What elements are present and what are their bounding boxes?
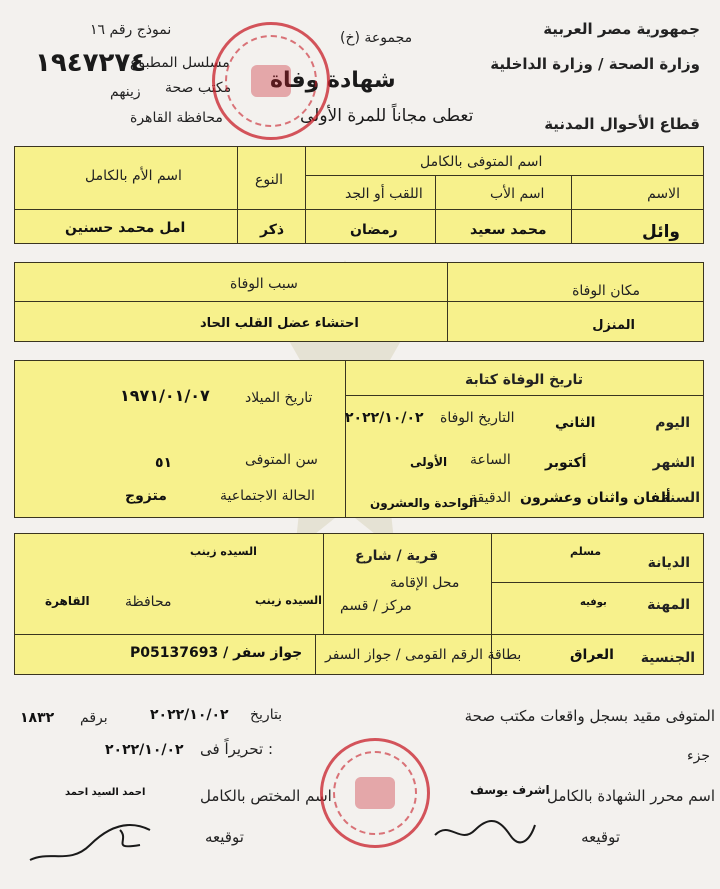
surname-value: رمضان bbox=[350, 222, 398, 238]
surname-label: اللقب أو الجد bbox=[345, 186, 423, 202]
birth-label: تاريخ الميلاد bbox=[245, 390, 313, 406]
id-label: بطاقة الرقم القومى / جواز السفر bbox=[325, 647, 522, 663]
number-value: ١٨٣٢ bbox=[20, 710, 55, 726]
death-date-value: ٢٠٢٢/١٠/٠٢ bbox=[345, 410, 424, 426]
place-label: مكان الوفاة bbox=[572, 283, 640, 299]
father-value: محمد سعيد bbox=[470, 222, 547, 238]
death-date-label: التاريخ الوفاة bbox=[440, 410, 515, 426]
father-label: اسم الأب bbox=[490, 186, 545, 202]
dated-value: ٢٠٢٢/١٠/٠٢ bbox=[150, 707, 229, 723]
gender-label: النوع bbox=[255, 172, 283, 188]
office-value: زينهم bbox=[110, 84, 141, 100]
village-label: قرية / شارع bbox=[355, 548, 439, 564]
name-label: الاسم bbox=[647, 186, 680, 202]
village-value: السيده زينب bbox=[190, 545, 257, 558]
age-value: ٥١ bbox=[155, 455, 173, 471]
gov-value: القاهرة bbox=[45, 594, 90, 608]
id-value: P05137693 / جواز سفر bbox=[130, 645, 303, 661]
death-date-written-label: تاريخ الوفاة كتابة bbox=[465, 372, 584, 388]
signature2-label: توقيعه bbox=[205, 828, 244, 846]
name-value: وائل bbox=[642, 222, 680, 242]
written-label: تحريراً فى : bbox=[200, 740, 274, 758]
birth-value: ١٩٧١/٠١/٠٧ bbox=[120, 386, 210, 405]
residence-label: محل الإقامة bbox=[390, 575, 460, 591]
number-label: برقم bbox=[80, 710, 108, 726]
marital-label: الحالة الاجتماعية bbox=[220, 488, 315, 504]
mother-value: امل محمد حسنين bbox=[65, 220, 186, 236]
certificate-title: شهادة وفاة bbox=[270, 68, 396, 93]
ministry-name: وزارة الصحة / وزارة الداخلية bbox=[490, 55, 700, 73]
serial-label: مسلسل المطبوع bbox=[130, 55, 230, 71]
writer-value: اشرف يوسف bbox=[470, 783, 550, 797]
full-name-label: اسم المتوفى بالكامل bbox=[420, 154, 543, 170]
official-value: احمد السيد احمد bbox=[65, 787, 146, 798]
year-value: ألفان واثنان وعشرون bbox=[520, 490, 671, 506]
dated-label: بتاريخ bbox=[250, 707, 283, 723]
signature-label: توقيعه bbox=[581, 828, 620, 846]
cause-label: سبب الوفاة bbox=[230, 276, 298, 292]
day-value: الثاني bbox=[555, 415, 596, 431]
certificate-subtitle: تعطى مجاناً للمرة الأولى bbox=[300, 106, 474, 126]
sector-name: قطاع الأحوال المدنية bbox=[544, 115, 700, 133]
mother-label: اسم الأم بالكامل bbox=[85, 168, 182, 184]
official-signature bbox=[20, 810, 170, 870]
month-value: أكتوبر bbox=[545, 455, 587, 471]
written-value: ٢٠٢٢/١٠/٠٢ bbox=[105, 742, 184, 758]
day-label: اليوم bbox=[655, 415, 690, 431]
group-label: مجموعة (خ) bbox=[340, 30, 413, 46]
job-label: المهنة bbox=[647, 597, 690, 613]
district-value: السيده زينب bbox=[255, 594, 322, 607]
official-stamp-bottom bbox=[320, 738, 430, 848]
serial-value: ١٩٤٧٢٧٤ bbox=[35, 48, 147, 78]
nationality-label: الجنسية bbox=[640, 650, 695, 666]
job-value: بوفيه bbox=[580, 597, 607, 608]
republic-name: جمهورية مصر العربية bbox=[543, 20, 700, 38]
hour-label: الساعة bbox=[470, 452, 511, 468]
place-value: المنزل bbox=[592, 318, 635, 333]
district-label: مركز / قسم bbox=[340, 598, 412, 614]
writer-label: اسم محرر الشهادة بالكامل bbox=[547, 787, 715, 805]
gender-value: ذكر bbox=[260, 222, 285, 238]
gov-label: محافظة bbox=[125, 594, 172, 610]
registered-label: المتوفى مقيد بسجل واقعات مكتب صحة bbox=[464, 707, 715, 725]
nationality-value: العراق bbox=[570, 647, 614, 663]
official-stamp-top bbox=[212, 22, 330, 140]
governorate: محافظة القاهرة bbox=[130, 110, 223, 126]
minute-value: الواحدة والعشرون bbox=[370, 496, 478, 510]
marital-value: متزوج bbox=[125, 488, 167, 504]
hour-value: الأولى bbox=[410, 455, 448, 469]
religion-label: الديانة bbox=[647, 555, 690, 571]
form-number: نموذج رقم ١٦ bbox=[90, 22, 172, 38]
part-label: جزء bbox=[687, 748, 710, 764]
month-label: الشهر bbox=[652, 455, 695, 471]
official-label: اسم المختص بالكامل bbox=[200, 787, 332, 805]
minute-label: الدقيقة bbox=[470, 490, 512, 506]
age-label: سن المتوفى bbox=[245, 452, 318, 468]
office-label: مكتب صحة bbox=[165, 80, 232, 96]
religion-value: مسلم bbox=[570, 545, 602, 558]
year-label: السنة bbox=[661, 490, 700, 506]
cause-value: احتشاء عضل القلب الحاد bbox=[200, 316, 359, 331]
writer-signature bbox=[430, 810, 540, 850]
